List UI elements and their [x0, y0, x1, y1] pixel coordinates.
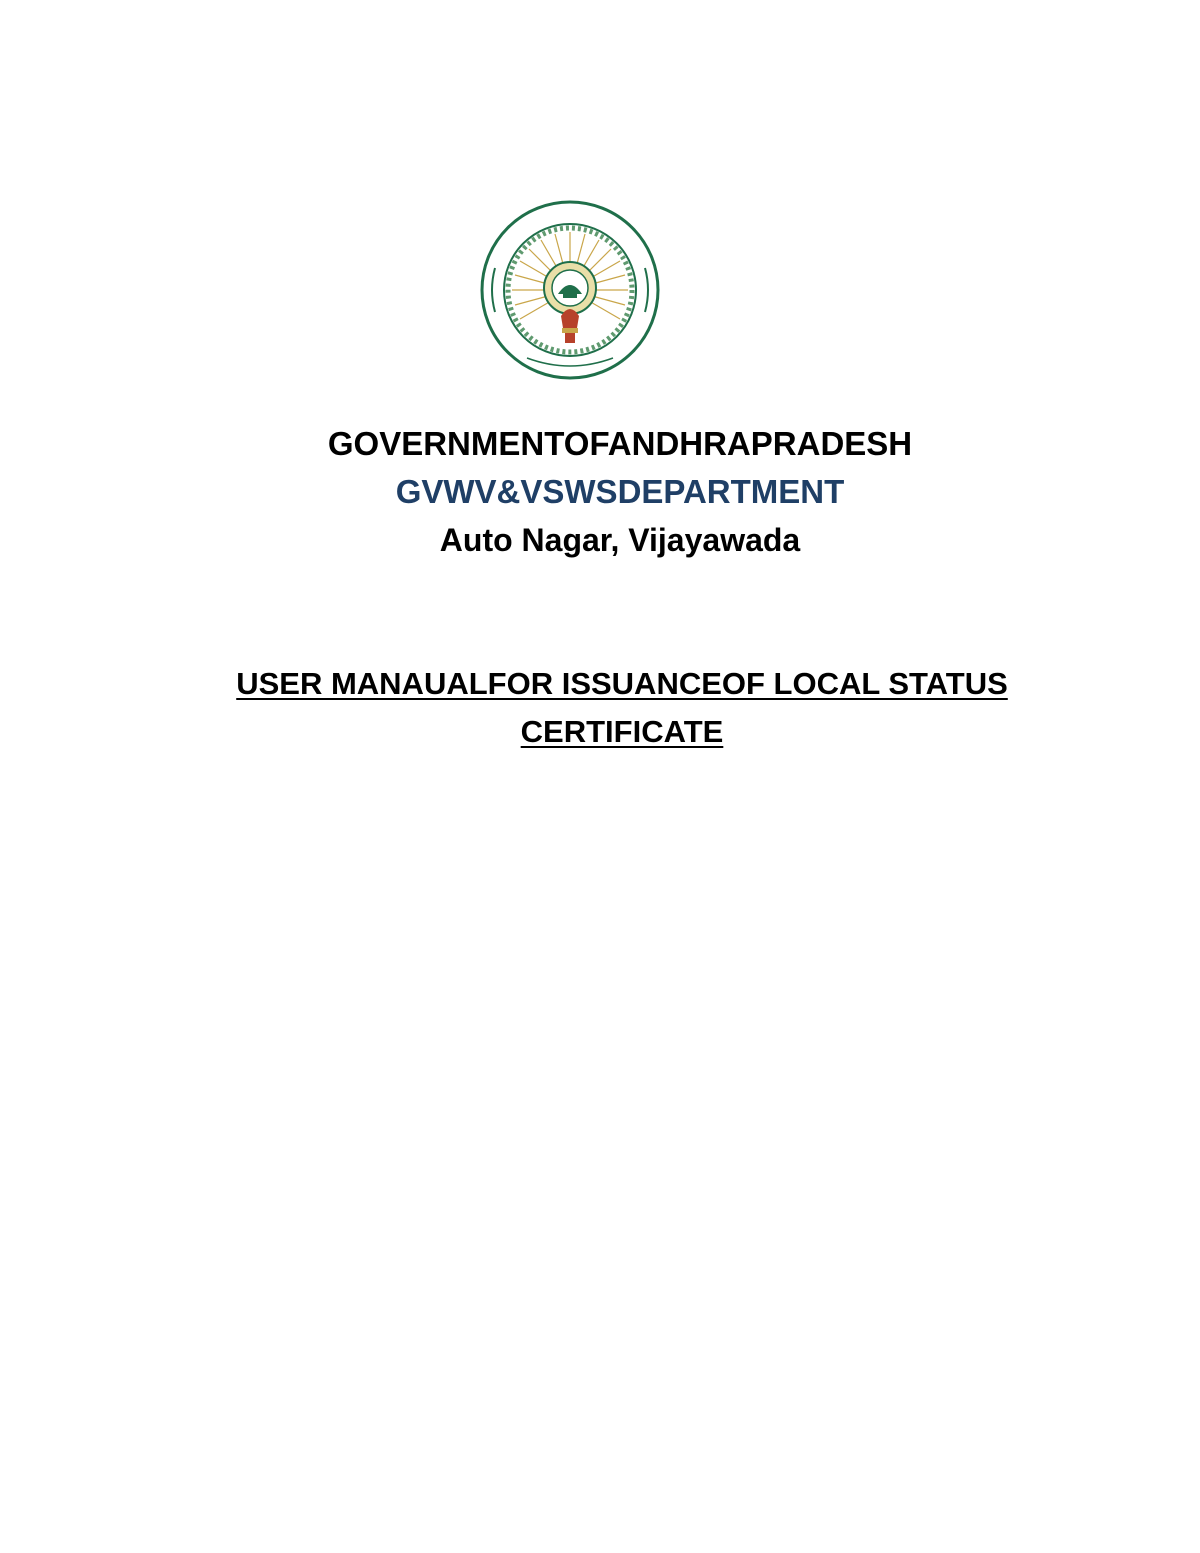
andhra-pradesh-state-emblem-icon [475, 198, 665, 388]
document-title-line-1: USER MANAUALFOR ISSUANCEOF LOCAL STATUS [236, 666, 1008, 701]
department-header [0, 420, 1200, 564]
government-name: GOVERNMENTOFANDHRAPRADESH [327, 425, 913, 462]
document-title-line-2: CERTIFICATE [520, 714, 724, 749]
department-name: GVWV&VSWSDEPARTMENT [395, 473, 845, 510]
office-location: Auto Nagar, Vijayawada [439, 522, 801, 558]
document-title [180, 660, 1064, 756]
